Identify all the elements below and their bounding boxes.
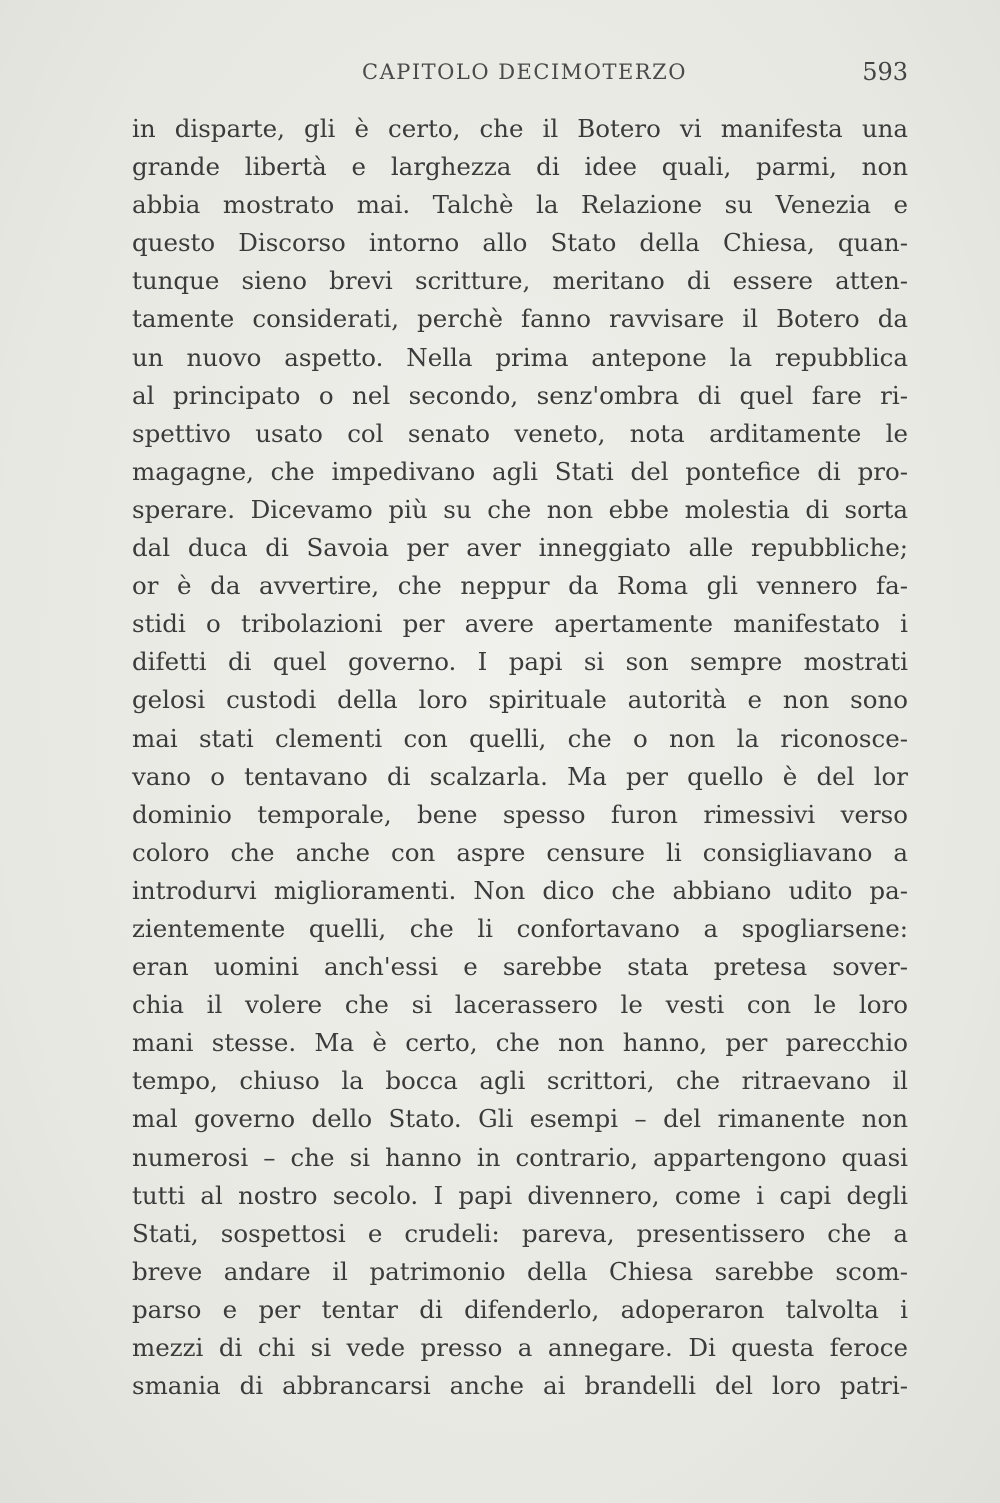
text-line: dominio temporale, bene spesso furon rimessivi verso bbox=[132, 799, 908, 829]
text-line: Stati, sospettosi e crudeli: pareva, presentissero che a bbox=[132, 1218, 908, 1248]
text-line: grande libertà e larghezza di idee quali, parmi, non bbox=[132, 152, 908, 182]
text-line: zientemente quelli, che li confortavano a spogliarsene: bbox=[132, 913, 908, 943]
text-line: difetti di quel governo. I papi si son sempre mostrati bbox=[132, 647, 908, 677]
text-line: tutti al nostro secolo. I papi divennero, come i capi degli bbox=[132, 1180, 908, 1210]
text-line: magagne, che impedivano agli Stati del pontefice di pro- bbox=[132, 456, 908, 486]
page-header bbox=[132, 58, 908, 92]
text-line: questo Discorso intorno allo Stato della Chiesa, quan- bbox=[132, 228, 908, 258]
running-head: CAPITOLO DECIMOTERZO bbox=[362, 60, 687, 84]
text-line: eran uomini anch'essi e sarebbe stata pretesa sover- bbox=[132, 952, 908, 982]
text-line: sperare. Dicevamo più su che non ebbe molestia di sorta bbox=[132, 494, 908, 524]
text-line: al principato o nel secondo, senz'ombra di quel fare ri- bbox=[132, 380, 908, 410]
text-line: mai stati clementi con quelli, che o non la riconosce- bbox=[132, 723, 908, 753]
text-line: abbia mostrato mai. Talchè la Relazione su Venezia e bbox=[132, 190, 908, 220]
text-line: un nuovo aspetto. Nella prima antepone la repubblica bbox=[132, 342, 908, 372]
text-line: spettivo usato col senato veneto, nota arditamente le bbox=[132, 418, 908, 448]
body-text bbox=[132, 110, 908, 1405]
text-line: smania di abbrancarsi anche ai brandelli del loro patri- bbox=[132, 1371, 908, 1401]
text-line: vano o tentavano di scalzarla. Ma per quello è del lor bbox=[132, 761, 908, 791]
text-line: in disparte, gli è certo, che il Botero vi manifesta una bbox=[132, 114, 908, 143]
text-line: tempo, chiuso la bocca agli scrittori, che ritraevano il bbox=[132, 1066, 908, 1096]
text-line: chia il volere che si lacerassero le vesti con le loro bbox=[132, 990, 908, 1020]
text-line: tamente considerati, perchè fanno ravvisare il Botero da bbox=[132, 304, 908, 334]
text-line: parso e per tentar di difenderlo, adoperaron talvolta i bbox=[132, 1294, 908, 1324]
text-line: dal duca di Savoia per aver inneggiato alle repubbliche; bbox=[132, 533, 908, 563]
text-line: or è da avvertire, che neppur da Roma gli vennero fa- bbox=[132, 571, 908, 601]
text-line: numerosi – che si hanno in contrario, appartengono quasi bbox=[132, 1142, 908, 1172]
page-number: 593 bbox=[862, 58, 908, 86]
text-line: mezzi di chi si vede presso a annegare. Di questa feroce bbox=[132, 1333, 908, 1362]
text-line: mani stesse. Ma è certo, che non hanno, per parecchio bbox=[132, 1028, 908, 1058]
text-line: gelosi custodi della loro spirituale autorità e non sono bbox=[132, 685, 908, 715]
text-line: coloro che anche con aspre censure li consigliavano a bbox=[132, 837, 908, 867]
text-line: mal governo dello Stato. Gli esempi – del rimanente non bbox=[132, 1104, 908, 1134]
text-line: stidi o tribolazioni per avere apertamente manifestato i bbox=[132, 609, 908, 639]
text-line: introdurvi miglioramenti. Non dico che abbiano udito pa- bbox=[132, 875, 908, 905]
text-line: breve andare il patrimonio della Chiesa sarebbe scom- bbox=[132, 1256, 908, 1286]
text-line: tunque sieno brevi scritture, meritano di essere atten- bbox=[132, 266, 908, 296]
